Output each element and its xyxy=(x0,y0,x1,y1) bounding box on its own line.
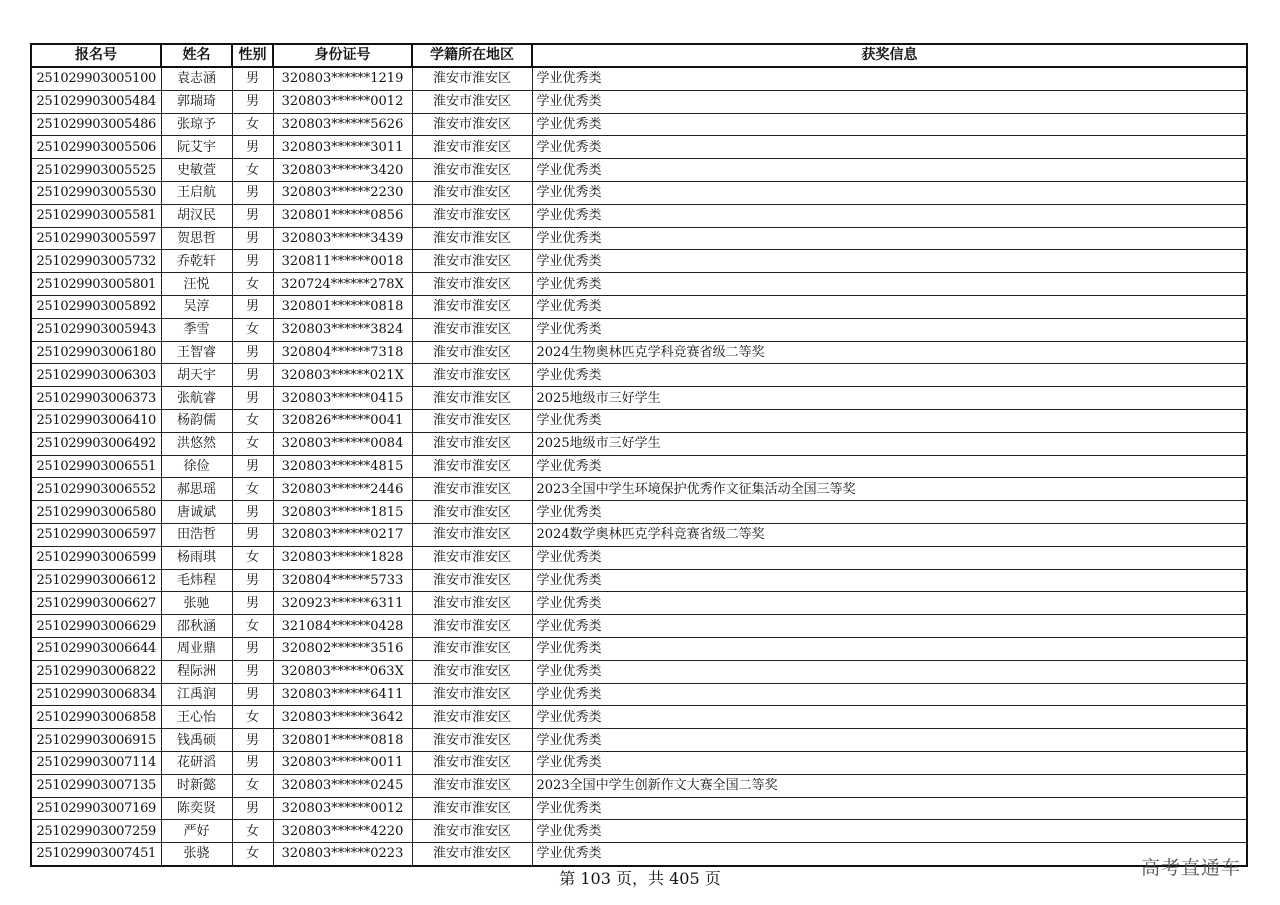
cell-region: 淮安市淮安区 xyxy=(412,751,532,774)
cell-region: 淮安市淮安区 xyxy=(412,67,532,90)
cell-registration-no: 251029903007169 xyxy=(31,797,161,820)
cell-award: 学业优秀类 xyxy=(532,706,1247,729)
cell-name: 邵秋涵 xyxy=(161,615,232,638)
cell-id-card: 320803******6411 xyxy=(273,683,412,706)
cell-region: 淮安市淮安区 xyxy=(412,729,532,752)
cell-region: 淮安市淮安区 xyxy=(412,820,532,843)
cell-id-card: 320724******278X xyxy=(273,273,412,296)
cell-id-card: 320803******1828 xyxy=(273,546,412,569)
cell-name: 阮艾宇 xyxy=(161,136,232,159)
cell-gender: 男 xyxy=(232,592,273,615)
cell-award: 学业优秀类 xyxy=(532,409,1247,432)
table-body xyxy=(31,67,1247,866)
cell-name: 郭瑞琦 xyxy=(161,90,232,113)
cell-name: 周业鼎 xyxy=(161,637,232,660)
cell-id-card: 320803******0012 xyxy=(273,797,412,820)
cell-name: 杨雨琪 xyxy=(161,546,232,569)
table-row xyxy=(31,432,1247,455)
cell-id-card: 321084******0428 xyxy=(273,615,412,638)
cell-name: 王智睿 xyxy=(161,341,232,364)
cell-gender: 女 xyxy=(232,409,273,432)
cell-region: 淮安市淮安区 xyxy=(412,227,532,250)
cell-id-card: 320803******0012 xyxy=(273,90,412,113)
cell-award: 学业优秀类 xyxy=(532,136,1247,159)
cell-award: 学业优秀类 xyxy=(532,683,1247,706)
cell-gender: 男 xyxy=(232,364,273,387)
header-name: 姓名 xyxy=(161,44,232,67)
cell-registration-no: 251029903006915 xyxy=(31,729,161,752)
cell-award: 2025地级市三好学生 xyxy=(532,432,1247,455)
cell-registration-no: 251029903007259 xyxy=(31,820,161,843)
cell-gender: 女 xyxy=(232,706,273,729)
table-row xyxy=(31,615,1247,638)
cell-name: 胡汉民 xyxy=(161,204,232,227)
cell-gender: 男 xyxy=(232,341,273,364)
cell-registration-no: 251029903007135 xyxy=(31,774,161,797)
cell-award: 学业优秀类 xyxy=(532,204,1247,227)
cell-region: 淮安市淮安区 xyxy=(412,843,532,866)
cell-region: 淮安市淮安区 xyxy=(412,797,532,820)
cell-gender: 男 xyxy=(232,67,273,90)
cell-award: 学业优秀类 xyxy=(532,159,1247,182)
cell-name: 吴淳 xyxy=(161,295,232,318)
cell-registration-no: 251029903005801 xyxy=(31,273,161,296)
cell-region: 淮安市淮安区 xyxy=(412,615,532,638)
cell-region: 淮安市淮安区 xyxy=(412,136,532,159)
cell-gender: 女 xyxy=(232,774,273,797)
table-row xyxy=(31,455,1247,478)
cell-name: 田浩哲 xyxy=(161,523,232,546)
table-row xyxy=(31,136,1247,159)
table-row xyxy=(31,820,1247,843)
cell-name: 郝思瑶 xyxy=(161,478,232,501)
cell-gender: 女 xyxy=(232,318,273,341)
table-row xyxy=(31,478,1247,501)
cell-registration-no: 251029903006629 xyxy=(31,615,161,638)
cell-gender: 男 xyxy=(232,660,273,683)
cell-name: 江禹润 xyxy=(161,683,232,706)
cell-name: 汪悦 xyxy=(161,273,232,296)
cell-registration-no: 251029903006552 xyxy=(31,478,161,501)
cell-id-card: 320803******3824 xyxy=(273,318,412,341)
cell-gender: 男 xyxy=(232,751,273,774)
cell-registration-no: 251029903005506 xyxy=(31,136,161,159)
cell-name: 张航睿 xyxy=(161,387,232,410)
table-row xyxy=(31,90,1247,113)
cell-gender: 女 xyxy=(232,843,273,866)
cell-award: 学业优秀类 xyxy=(532,250,1247,273)
cell-id-card: 320803******5626 xyxy=(273,113,412,136)
header-award: 获奖信息 xyxy=(532,44,1247,67)
cell-id-card: 320803******4815 xyxy=(273,455,412,478)
cell-region: 淮安市淮安区 xyxy=(412,387,532,410)
cell-region: 淮安市淮安区 xyxy=(412,637,532,660)
cell-gender: 男 xyxy=(232,523,273,546)
cell-region: 淮安市淮安区 xyxy=(412,181,532,204)
cell-gender: 女 xyxy=(232,159,273,182)
cell-name: 唐诚斌 xyxy=(161,501,232,524)
cell-gender: 女 xyxy=(232,820,273,843)
cell-region: 淮安市淮安区 xyxy=(412,455,532,478)
cell-registration-no: 251029903006599 xyxy=(31,546,161,569)
cell-region: 淮安市淮安区 xyxy=(412,478,532,501)
cell-region: 淮安市淮安区 xyxy=(412,90,532,113)
cell-id-card: 320801******0818 xyxy=(273,295,412,318)
cell-name: 史敏萱 xyxy=(161,159,232,182)
cell-region: 淮安市淮安区 xyxy=(412,501,532,524)
cell-award: 学业优秀类 xyxy=(532,113,1247,136)
cell-registration-no: 251029903006834 xyxy=(31,683,161,706)
table-row xyxy=(31,159,1247,182)
cell-gender: 男 xyxy=(232,569,273,592)
cell-gender: 男 xyxy=(232,387,273,410)
cell-award: 学业优秀类 xyxy=(532,501,1247,524)
table-row xyxy=(31,569,1247,592)
cell-award: 学业优秀类 xyxy=(532,295,1247,318)
cell-id-card: 320803******0084 xyxy=(273,432,412,455)
table-row xyxy=(31,227,1247,250)
cell-id-card: 320802******3516 xyxy=(273,637,412,660)
cell-gender: 男 xyxy=(232,729,273,752)
cell-id-card: 320803******1815 xyxy=(273,501,412,524)
cell-name: 贺思哲 xyxy=(161,227,232,250)
cell-gender: 男 xyxy=(232,501,273,524)
cell-registration-no: 251029903005732 xyxy=(31,250,161,273)
cell-gender: 女 xyxy=(232,432,273,455)
cell-registration-no: 251029903005484 xyxy=(31,90,161,113)
cell-gender: 男 xyxy=(232,250,273,273)
cell-gender: 男 xyxy=(232,90,273,113)
cell-region: 淮安市淮安区 xyxy=(412,546,532,569)
cell-registration-no: 251029903005943 xyxy=(31,318,161,341)
cell-gender: 女 xyxy=(232,113,273,136)
cell-registration-no: 251029903005597 xyxy=(31,227,161,250)
cell-name: 乔乾轩 xyxy=(161,250,232,273)
table-row xyxy=(31,774,1247,797)
cell-registration-no: 251029903006597 xyxy=(31,523,161,546)
cell-award: 学业优秀类 xyxy=(532,615,1247,638)
cell-registration-no: 251029903006822 xyxy=(31,660,161,683)
cell-gender: 女 xyxy=(232,478,273,501)
header-id-card: 身份证号 xyxy=(273,44,412,67)
cell-id-card: 320803******0415 xyxy=(273,387,412,410)
table-row xyxy=(31,751,1247,774)
cell-registration-no: 251029903006644 xyxy=(31,637,161,660)
page-number: 第 103 页，共 405 页 xyxy=(559,869,721,888)
cell-region: 淮安市淮安区 xyxy=(412,774,532,797)
table-row xyxy=(31,250,1247,273)
table-row xyxy=(31,364,1247,387)
table-row xyxy=(31,181,1247,204)
cell-registration-no: 251029903006410 xyxy=(31,409,161,432)
cell-id-card: 320803******063X xyxy=(273,660,412,683)
table-row xyxy=(31,318,1247,341)
cell-id-card: 320803******2446 xyxy=(273,478,412,501)
header-registration-no: 报名号 xyxy=(31,44,161,67)
cell-gender: 男 xyxy=(232,637,273,660)
cell-award: 学业优秀类 xyxy=(532,181,1247,204)
cell-registration-no: 251029903006612 xyxy=(31,569,161,592)
cell-name: 王心怡 xyxy=(161,706,232,729)
cell-id-card: 320803******2230 xyxy=(273,181,412,204)
cell-region: 淮安市淮安区 xyxy=(412,295,532,318)
table-row xyxy=(31,273,1247,296)
cell-award: 学业优秀类 xyxy=(532,227,1247,250)
cell-region: 淮安市淮安区 xyxy=(412,341,532,364)
cell-name: 时新懿 xyxy=(161,774,232,797)
cell-award: 2025地级市三好学生 xyxy=(532,387,1247,410)
cell-region: 淮安市淮安区 xyxy=(412,273,532,296)
cell-registration-no: 251029903007114 xyxy=(31,751,161,774)
table-row xyxy=(31,637,1247,660)
cell-name: 洪悠然 xyxy=(161,432,232,455)
cell-region: 淮安市淮安区 xyxy=(412,523,532,546)
cell-award: 学业优秀类 xyxy=(532,797,1247,820)
cell-name: 王启航 xyxy=(161,181,232,204)
table-row xyxy=(31,729,1247,752)
cell-id-card: 320803******0245 xyxy=(273,774,412,797)
table-row xyxy=(31,706,1247,729)
cell-registration-no: 251029903005525 xyxy=(31,159,161,182)
cell-gender: 男 xyxy=(232,797,273,820)
cell-name: 毛炜程 xyxy=(161,569,232,592)
table-row xyxy=(31,387,1247,410)
table-row xyxy=(31,67,1247,90)
cell-id-card: 320803******0217 xyxy=(273,523,412,546)
cell-id-card: 320801******0856 xyxy=(273,204,412,227)
cell-gender: 男 xyxy=(232,683,273,706)
cell-gender: 男 xyxy=(232,455,273,478)
cell-id-card: 320804******7318 xyxy=(273,341,412,364)
cell-registration-no: 251029903006373 xyxy=(31,387,161,410)
cell-registration-no: 251029903006303 xyxy=(31,364,161,387)
cell-id-card: 320826******0041 xyxy=(273,409,412,432)
header-region: 学籍所在地区 xyxy=(412,44,532,67)
table-row xyxy=(31,546,1247,569)
cell-award: 学业优秀类 xyxy=(532,729,1247,752)
cell-registration-no: 251029903006858 xyxy=(31,706,161,729)
cell-registration-no: 251029903006627 xyxy=(31,592,161,615)
cell-registration-no: 251029903005892 xyxy=(31,295,161,318)
cell-award: 2024数学奥林匹克学科竞赛省级二等奖 xyxy=(532,523,1247,546)
cell-name: 陈奕贤 xyxy=(161,797,232,820)
cell-name: 严好 xyxy=(161,820,232,843)
cell-award: 学业优秀类 xyxy=(532,843,1247,866)
cell-name: 杨韵儒 xyxy=(161,409,232,432)
cell-registration-no: 251029903006580 xyxy=(31,501,161,524)
cell-award: 2023全国中学生创新作文大赛全国二等奖 xyxy=(532,774,1247,797)
table-row xyxy=(31,660,1247,683)
cell-gender: 男 xyxy=(232,227,273,250)
table-row xyxy=(31,797,1247,820)
cell-region: 淮安市淮安区 xyxy=(412,409,532,432)
cell-region: 淮安市淮安区 xyxy=(412,432,532,455)
cell-award: 学业优秀类 xyxy=(532,90,1247,113)
cell-name: 花研滔 xyxy=(161,751,232,774)
cell-gender: 女 xyxy=(232,615,273,638)
cell-region: 淮安市淮安区 xyxy=(412,592,532,615)
cell-gender: 男 xyxy=(232,136,273,159)
cell-region: 淮安市淮安区 xyxy=(412,364,532,387)
cell-region: 淮安市淮安区 xyxy=(412,706,532,729)
table-row xyxy=(31,592,1247,615)
header-gender: 性别 xyxy=(232,44,273,67)
watermark-text: 高考直通车 xyxy=(1141,857,1242,879)
cell-id-card: 320803******3439 xyxy=(273,227,412,250)
cell-id-card: 320801******0818 xyxy=(273,729,412,752)
cell-award: 学业优秀类 xyxy=(532,318,1247,341)
cell-name: 张驰 xyxy=(161,592,232,615)
table-row xyxy=(31,113,1247,136)
cell-id-card: 320803******3011 xyxy=(273,136,412,159)
cell-region: 淮安市淮安区 xyxy=(412,250,532,273)
cell-name: 钱禹硕 xyxy=(161,729,232,752)
cell-region: 淮安市淮安区 xyxy=(412,660,532,683)
table-row xyxy=(31,341,1247,364)
cell-gender: 男 xyxy=(232,295,273,318)
cell-award: 学业优秀类 xyxy=(532,637,1247,660)
table-row xyxy=(31,409,1247,432)
cell-id-card: 320803******3420 xyxy=(273,159,412,182)
cell-award: 学业优秀类 xyxy=(532,751,1247,774)
cell-registration-no: 251029903005530 xyxy=(31,181,161,204)
cell-gender: 女 xyxy=(232,546,273,569)
cell-name: 张骁 xyxy=(161,843,232,866)
cell-registration-no: 251029903006180 xyxy=(31,341,161,364)
cell-name: 徐俭 xyxy=(161,455,232,478)
cell-award: 2023全国中学生环境保护优秀作文征集活动全国三等奖 xyxy=(532,478,1247,501)
cell-id-card: 320803******3642 xyxy=(273,706,412,729)
cell-id-card: 320803******1219 xyxy=(273,67,412,90)
cell-registration-no: 251029903005581 xyxy=(31,204,161,227)
table-row xyxy=(31,295,1247,318)
cell-region: 淮安市淮安区 xyxy=(412,318,532,341)
cell-gender: 男 xyxy=(232,181,273,204)
cell-gender: 男 xyxy=(232,204,273,227)
table-row xyxy=(31,204,1247,227)
cell-award: 学业优秀类 xyxy=(532,569,1247,592)
cell-id-card: 320923******6311 xyxy=(273,592,412,615)
cell-id-card: 320803******0223 xyxy=(273,843,412,866)
table-row xyxy=(31,501,1247,524)
table-row xyxy=(31,683,1247,706)
cell-award: 学业优秀类 xyxy=(532,364,1247,387)
cell-name: 程际洲 xyxy=(161,660,232,683)
cell-name: 袁志涵 xyxy=(161,67,232,90)
cell-registration-no: 251029903005486 xyxy=(31,113,161,136)
cell-id-card: 320803******021X xyxy=(273,364,412,387)
cell-registration-no: 251029903006551 xyxy=(31,455,161,478)
cell-award: 学业优秀类 xyxy=(532,592,1247,615)
cell-name: 张琼予 xyxy=(161,113,232,136)
cell-registration-no: 251029903007451 xyxy=(31,843,161,866)
cell-id-card: 320804******5733 xyxy=(273,569,412,592)
table-row xyxy=(31,843,1247,866)
cell-registration-no: 251029903006492 xyxy=(31,432,161,455)
table-row xyxy=(31,523,1247,546)
cell-gender: 女 xyxy=(232,273,273,296)
table-header-row xyxy=(31,44,1247,67)
cell-award: 学业优秀类 xyxy=(532,455,1247,478)
award-table xyxy=(30,43,1248,867)
cell-award: 学业优秀类 xyxy=(532,660,1247,683)
cell-region: 淮安市淮安区 xyxy=(412,204,532,227)
cell-award: 学业优秀类 xyxy=(532,67,1247,90)
cell-name: 胡天宇 xyxy=(161,364,232,387)
cell-id-card: 320811******0018 xyxy=(273,250,412,273)
award-list-sheet xyxy=(30,43,1246,867)
cell-registration-no: 251029903005100 xyxy=(31,67,161,90)
cell-id-card: 320803******0011 xyxy=(273,751,412,774)
cell-name: 季雪 xyxy=(161,318,232,341)
cell-id-card: 320803******4220 xyxy=(273,820,412,843)
cell-award: 学业优秀类 xyxy=(532,820,1247,843)
cell-award: 学业优秀类 xyxy=(532,546,1247,569)
cell-region: 淮安市淮安区 xyxy=(412,159,532,182)
cell-region: 淮安市淮安区 xyxy=(412,683,532,706)
cell-region: 淮安市淮安区 xyxy=(412,569,532,592)
cell-region: 淮安市淮安区 xyxy=(412,113,532,136)
cell-award: 2024生物奥林匹克学科竞赛省级二等奖 xyxy=(532,341,1247,364)
cell-award: 学业优秀类 xyxy=(532,273,1247,296)
